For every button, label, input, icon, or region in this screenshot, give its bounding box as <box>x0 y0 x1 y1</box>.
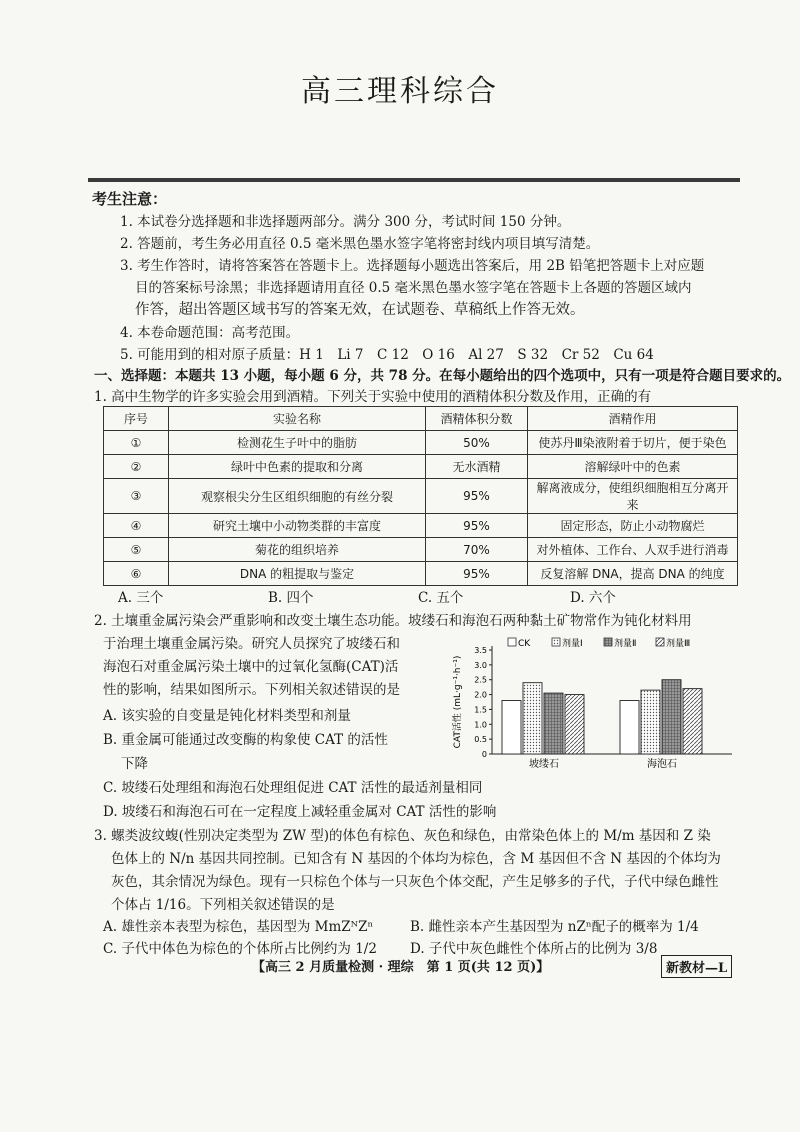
y-tick-label: 3.0 <box>474 660 487 670</box>
legend-swatch <box>552 638 560 646</box>
section-heading: 一、选择题：本题共 13 小题，每小题 6 分，共 78 分。在每小题给出的四个选项中，只有一项是符合题目要求的。 <box>94 368 791 384</box>
col-header-concentration: 酒精体积分数 <box>426 407 528 431</box>
legend-label: 剂量Ⅲ <box>666 639 691 649</box>
q1-option-b: B. 四个 <box>268 590 314 606</box>
notice-heading: 考生注意： <box>92 190 168 208</box>
notice-line-1: 1. 本试卷分选择题和非选择题两部分。满分 300 分，考试时间 150 分钟。 <box>120 214 571 230</box>
q3-option-d: D. 子代中灰色雌性个体所占的比例为 3/8 <box>410 941 658 957</box>
q1-option-d: D. 六个 <box>570 590 616 606</box>
y-tick-label: 1.5 <box>474 705 487 715</box>
table-cell: 检测花生子叶中的脂肪 <box>169 431 426 455</box>
table-row <box>104 514 738 538</box>
table-row <box>104 538 738 562</box>
edition-badge: 新教材—L <box>661 955 732 978</box>
q2-option-b-cont: 下降 <box>121 756 148 772</box>
q3-line-3: 灰色，其余情况为绿色。现有一只棕色个体与一只灰色个体交配，产生足够多的子代，子代中绿色雌性 <box>111 874 719 890</box>
table-row <box>104 455 738 479</box>
table-cell: 对外植体、工作台、人双手进行消毒 <box>528 538 738 562</box>
table-cell: 菊花的组织培养 <box>169 538 426 562</box>
table-row <box>104 562 738 586</box>
page-footer: 【高三 2 月质量检测 · 理综 第 1 页(共 12 页)】 <box>252 960 550 975</box>
notice-line-4: 目的答案标号涂黑；非选择题请用直径 0.5 毫米黑色墨水签字笔在答题卡上各题的答题区域内 <box>135 280 692 296</box>
q2-option-a: A. 该实验的自变量是钝化材料类型和剂量 <box>103 708 351 724</box>
col-header-name: 实验名称 <box>169 407 426 431</box>
y-tick-label: 3.5 <box>474 646 487 655</box>
bar <box>641 690 660 754</box>
header-rule <box>88 178 740 182</box>
table-cell: 固定形态，防止小动物腐烂 <box>528 514 738 538</box>
legend-label: 剂量Ⅰ <box>562 639 583 649</box>
y-tick-label: 0.5 <box>474 735 487 745</box>
legend-label: 剂量Ⅱ <box>614 639 637 649</box>
q1-option-a: A. 三个 <box>118 590 164 606</box>
col-header-no: 序号 <box>104 407 169 431</box>
bar <box>662 680 681 754</box>
table-cell: 观察根尖分生区组织细胞的有丝分裂 <box>169 479 426 514</box>
notice-line-3: 3. 考生作答时，请将答案答在答题卡上。选择题每小题选出答案后，用 2B 铅笔把答题卡上对应题 <box>120 258 705 274</box>
table-cell: 溶解绿叶中的色素 <box>528 455 738 479</box>
notice-line-6: 4. 本卷命题范围：高考范围。 <box>120 325 300 341</box>
y-tick-label: 1.0 <box>474 720 487 730</box>
table-cell: 95% <box>426 479 528 514</box>
legend-swatch <box>508 638 516 646</box>
chart-svg <box>442 636 742 776</box>
table-cell: ⑤ <box>104 538 169 562</box>
table-header-row <box>104 407 738 431</box>
y-axis-label: CAT活性 (mL·g⁻¹·h⁻¹) <box>453 655 463 749</box>
q2-line-1: 2. 土壤重金属污染会严重影响和改变土壤生态功能。坡缕石和海泡石两种黏土矿物常作为钝化材料用 <box>94 613 692 629</box>
y-tick-label: 2.5 <box>474 675 487 685</box>
table-cell: DNA 的粗提取与鉴定 <box>169 562 426 586</box>
table-cell: ② <box>104 455 169 479</box>
table-cell: 使苏丹Ⅲ染液附着于切片，便于染色 <box>528 431 738 455</box>
q2-line-3: 海泡石对重金属污染土壤中的过氧化氢酶(CAT)活 <box>103 659 399 675</box>
cat-activity-chart <box>442 636 742 776</box>
bar <box>502 701 521 754</box>
table-cell: 无水酒精 <box>426 455 528 479</box>
notice-line-5: 作答，超出答题区域书写的答案无效，在试题卷、草稿纸上作答无效。 <box>135 302 585 318</box>
table-cell: ③ <box>104 479 169 514</box>
q2-line-2: 于治理土壤重金属污染。研究人员探究了坡缕石和 <box>103 636 400 652</box>
bar <box>523 683 542 754</box>
x-category-label: 海泡石 <box>647 759 677 770</box>
q1-table <box>103 406 738 586</box>
table-cell: 解离液成分，使组织细胞相互分离开来 <box>528 479 738 514</box>
q3-option-b: B. 雌性亲本产生基因型为 nZⁿ配子的概率为 1/4 <box>410 919 699 935</box>
q2-option-c: C. 坡缕石处理组和海泡石处理组促进 CAT 活性的最适剂量相同 <box>103 780 483 796</box>
table-cell: 95% <box>426 562 528 586</box>
table-cell: ④ <box>104 514 169 538</box>
y-tick-label: 2.0 <box>474 690 487 700</box>
table-cell: ① <box>104 431 169 455</box>
table-row <box>104 479 738 514</box>
legend-swatch <box>656 638 664 646</box>
x-category-label: 坡缕石 <box>529 759 559 770</box>
q2-line-4: 性的影响，结果如图所示。下列相关叙述错误的是 <box>103 682 400 698</box>
col-header-function: 酒精作用 <box>528 407 738 431</box>
q2-option-d: D. 坡缕石和海泡石可在一定程度上减轻重金属对 CAT 活性的影响 <box>103 804 497 820</box>
table-cell: 绿叶中色素的提取和分离 <box>169 455 426 479</box>
table-cell: 反复溶解 DNA，提高 DNA 的纯度 <box>528 562 738 586</box>
notice-line-7: 5. 可能用到的相对原子质量：H 1 Li 7 C 12 O 16 Al 27 S 32 Cr 52 Cu 64 <box>120 347 654 363</box>
legend-label: CK <box>518 639 531 649</box>
page-title: 高三理科综合 <box>301 74 499 109</box>
table-row <box>104 431 738 455</box>
table-cell: 70% <box>426 538 528 562</box>
q3-line-1: 3. 螺类波纹蝮(性别决定类型为 ZW 型)的体色有棕色、灰色和绿色，由常染色体上的 M/m 基因和 Z 染 <box>94 828 711 844</box>
bar <box>565 695 584 754</box>
table-cell: 50% <box>426 431 528 455</box>
q3-line-4: 个体占 1/16。下列相关叙述错误的是 <box>111 897 335 913</box>
q3-option-c: C. 子代中体色为棕色的个体所占比例约为 1/2 <box>103 941 377 957</box>
legend-swatch <box>604 638 612 646</box>
q3-option-a: A. 雄性亲本表型为棕色，基因型为 MmZᴺZⁿ <box>103 919 374 935</box>
q1-option-c: C. 五个 <box>418 590 464 606</box>
table-cell: ⑥ <box>104 562 169 586</box>
q2-option-b: B. 重金属可能通过改变酶的构象使 CAT 的活性 <box>103 732 388 748</box>
table-cell: 95% <box>426 514 528 538</box>
bar <box>683 689 702 754</box>
q1-stem: 1. 高中生物学的许多实验会用到酒精。下列关于实验中使用的酒精体积分数及作用，正确的有 <box>94 389 652 405</box>
y-tick-label: 0 <box>481 750 487 759</box>
table-cell: 研究土壤中小动物类群的丰富度 <box>169 514 426 538</box>
notice-line-2: 2. 答题前，考生务必用直径 0.5 毫米黑色墨水签字笔将密封线内项目填写清楚。 <box>120 236 600 252</box>
bar <box>544 693 563 754</box>
q3-line-2: 色体上的 N/n 基因共同控制。已知含有 N 基因的个体均为棕色，含 M 基因但不含 N 基因的个体均为 <box>111 851 721 867</box>
bar <box>620 701 639 754</box>
